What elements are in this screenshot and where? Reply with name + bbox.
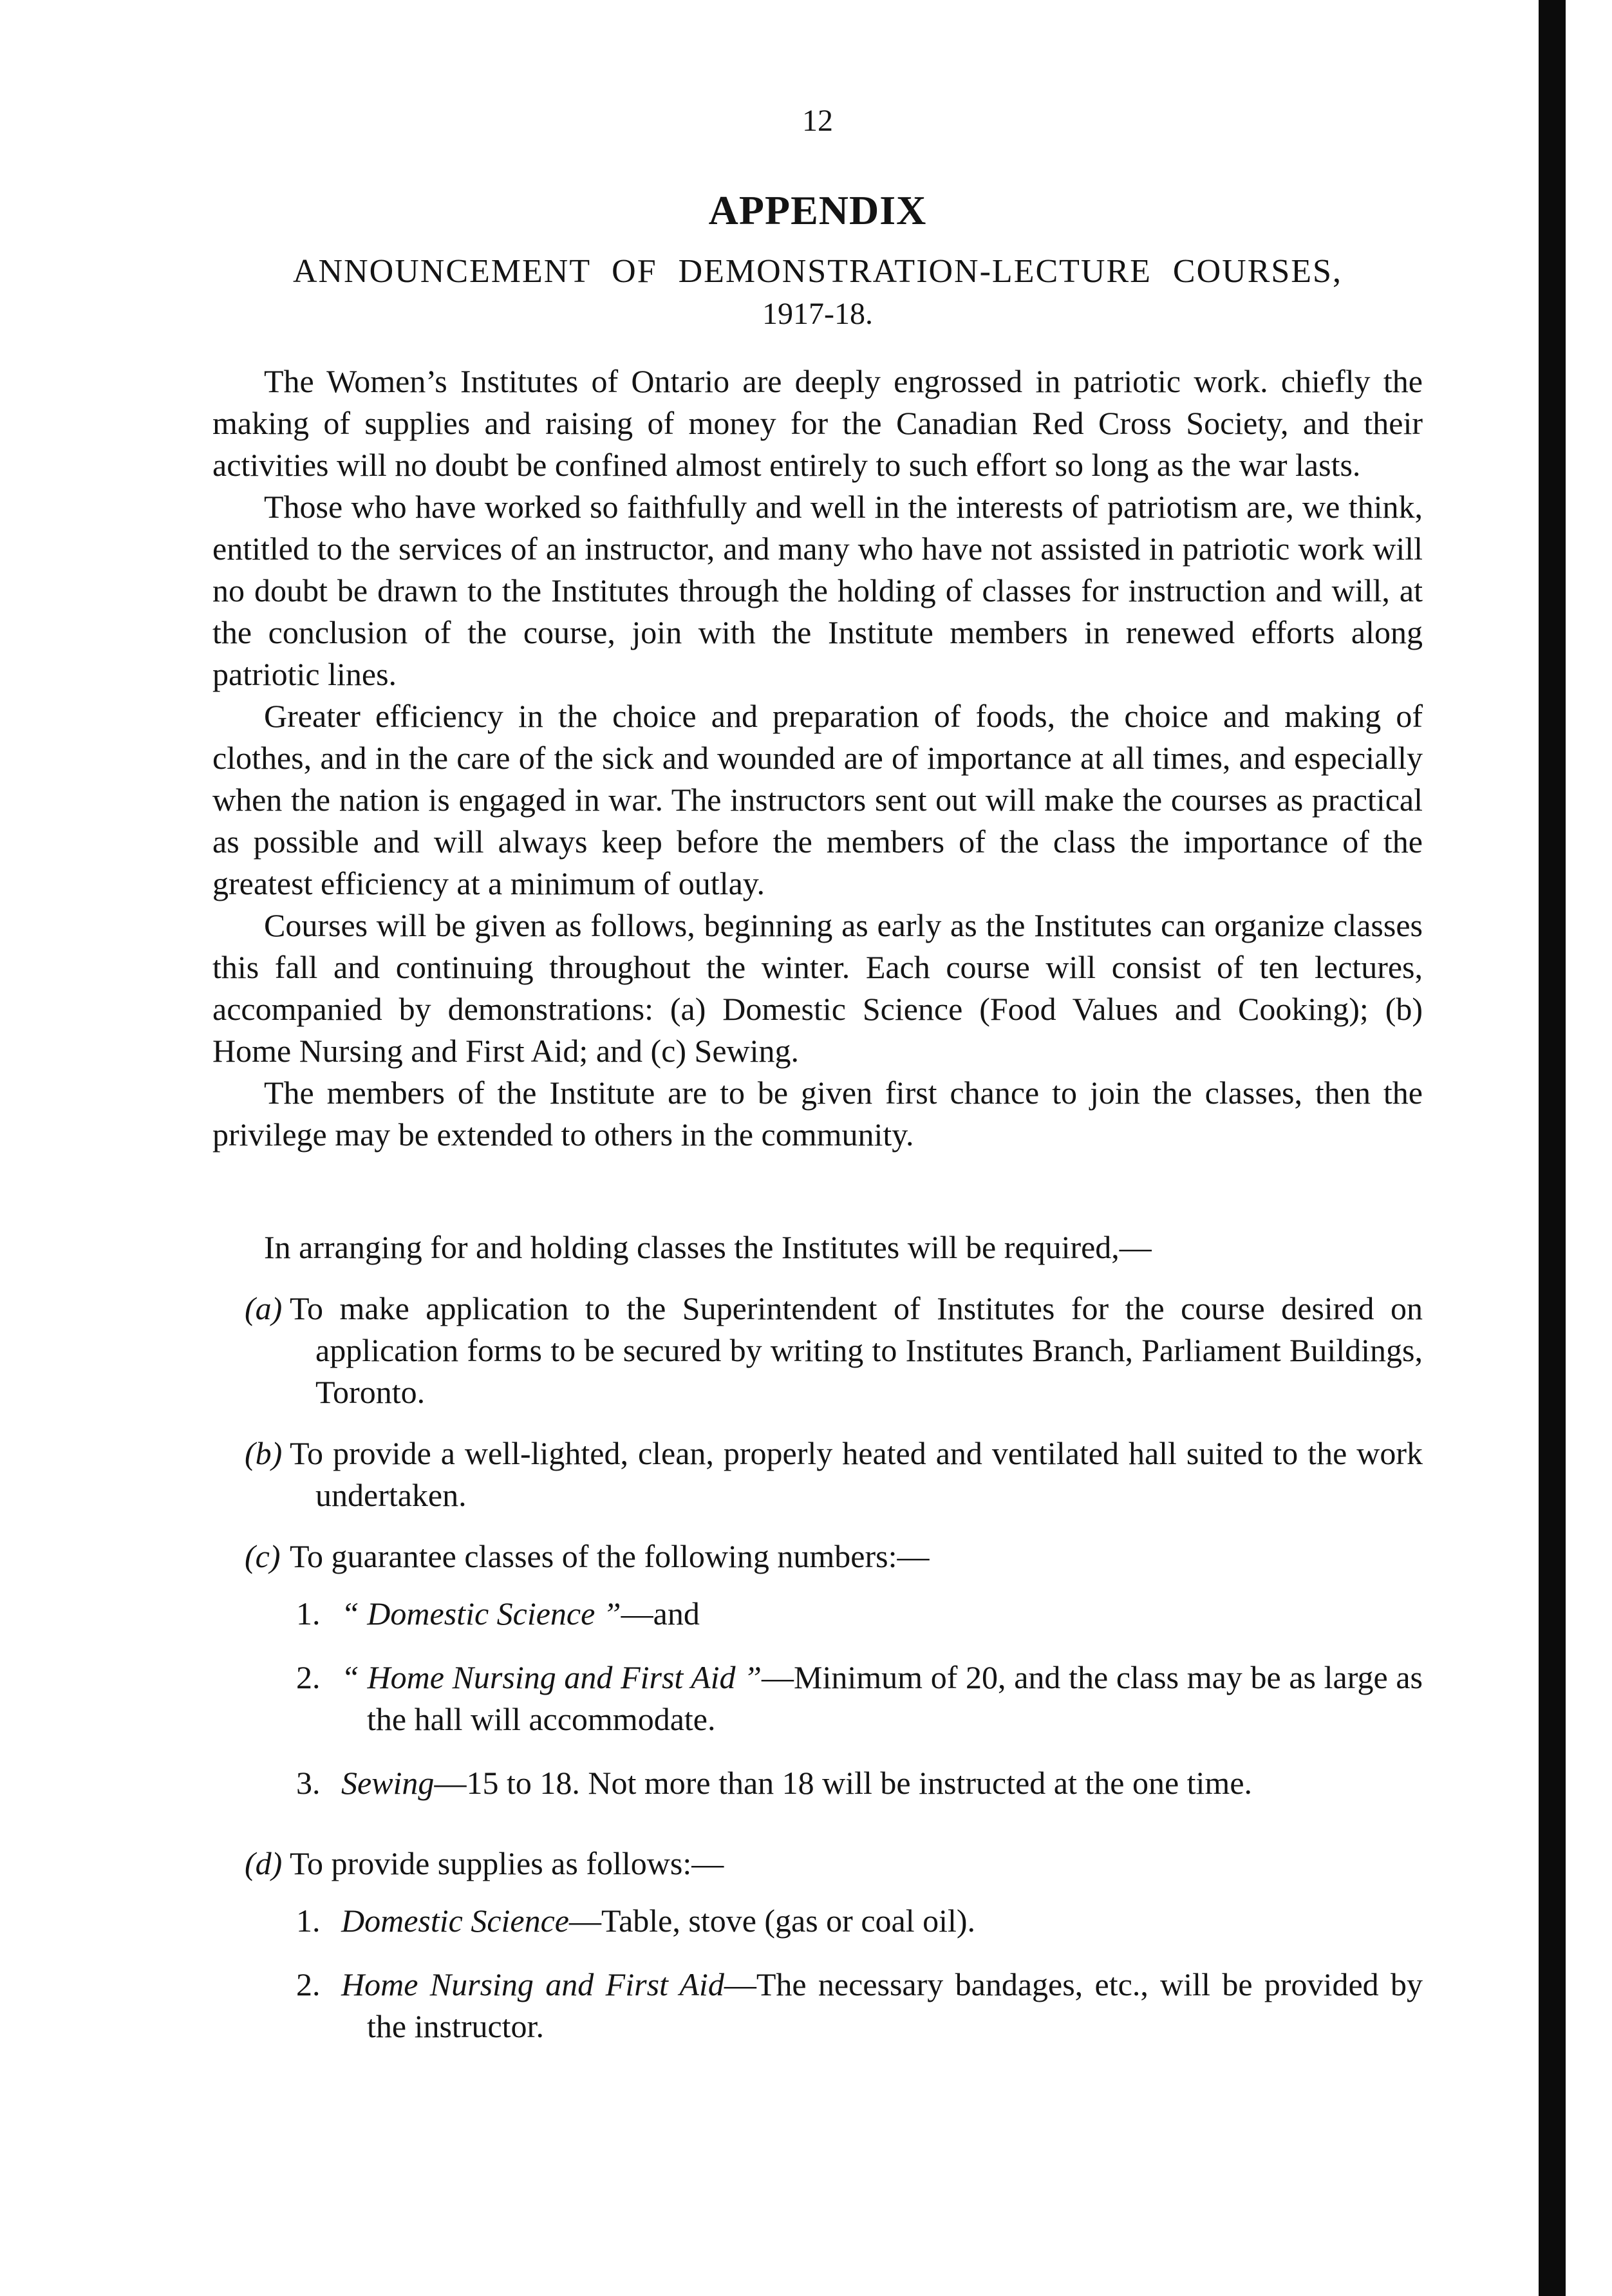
requirement-c-item-3-num: 3.: [296, 1765, 321, 1801]
requirement-c: [212, 1536, 1423, 1577]
requirement-d: [212, 1843, 1423, 1885]
paragraph-instructor-services: Those who have worked so faithfully and well in the interests of patriotism are, we think, entitled to the services of an instructor, and many who have not assisted in patriotic work will no doubt be drawn to the Institutes through the holding of classes for instruction and will, at the conclusion of the course, join with the Institute members in renewed efforts along patriotic lines.: [212, 489, 1423, 692]
requirement-d-item-2-label: Home Nursing and First Aid: [341, 1966, 724, 2002]
paragraph-membership: The members of the Institute are to be given first chance to join the classes, then the privilege may be extended to others in the community.: [212, 1075, 1423, 1153]
requirement-d-item-1: [212, 1900, 1423, 1942]
requirement-d-item-1-label: Domestic Science: [341, 1903, 570, 1939]
requirement-a: [212, 1288, 1423, 1413]
requirement-c-text: To guarantee classes of the following numbers:—: [290, 1538, 930, 1574]
paragraph-patriotic-work: The Women’s Institutes of Ontario are deeply engrossed in patriotic work. chiefly the making of supplies and raising of money for the Canadian Red Cross Society, and their activities will no doubt be confined almost entirely to such effort so long as the war lasts.: [212, 363, 1423, 483]
requirement-c-item-1-text: —and: [621, 1595, 700, 1632]
requirement-c-item-2-label: “ Home Nursing and First Aid ”: [341, 1659, 762, 1695]
requirement-a-text: To make application to the Superintendent of Institutes for the course desired on application forms to be secured by writing to Institutes Branch, Parliament Buildings, Toronto.: [290, 1290, 1423, 1410]
scan-edge-bar: [1539, 0, 1566, 2296]
requirement-c-item-1-label: “ Domestic Science ”: [341, 1595, 621, 1632]
requirement-a-marker: (a): [245, 1290, 283, 1326]
requirement-c-item-3-label: Sewing: [341, 1765, 435, 1801]
document-page: [212, 0, 1423, 2296]
requirement-c-item-3: [212, 1762, 1423, 1804]
requirement-d-text: To provide supplies as follows:—: [290, 1845, 724, 1881]
requirement-b-text: To provide a well-lighted, clean, properly heated and ventilated hall suited to the work undertaken.: [290, 1435, 1423, 1513]
page-number: 12: [802, 104, 833, 138]
requirements-intro: In arranging for and holding classes the Institutes will be required,—: [264, 1229, 1152, 1265]
requirement-c-item-3-text: —15 to 18. Not more than 18 will be instructed at the one time.: [434, 1765, 1253, 1801]
paragraph-course-schedule: Courses will be given as follows, beginning as early as the Institutes can organize classes this fall and continuing throughout the winter. Each course will consist of ten lectures, accompanied by demonstrations: (a) Domestic Science (Food Values and Cooking); (b) Home Nursing and First Aid; and (c) Sewing.: [212, 907, 1423, 1069]
requirement-d-item-2-text: —The necessary bandages, etc., will be provided by the instructor.: [367, 1966, 1423, 2044]
requirement-c-item-1: [212, 1593, 1423, 1635]
requirement-d-item-2: [212, 1964, 1423, 2047]
requirement-c-item-2: [212, 1657, 1423, 1740]
requirement-b-marker: (b): [245, 1435, 283, 1471]
requirement-c-item-1-num: 1.: [296, 1595, 321, 1632]
requirement-c-item-2-num: 2.: [296, 1659, 321, 1695]
announcement-subtitle: ANNOUNCEMENT OF DEMONSTRATION-LECTURE COURSES,: [293, 253, 1342, 290]
paragraph-efficiency: Greater efficiency in the choice and preparation of foods, the choice and making of clothes, and in the care of the sick and wounded are of importance at all times, and especially when the nation is engaged in war. The instructors sent out will make the courses as practical as possible and will always keep before the members of the class the importance of the greatest efficiency at a minimum of outlay.: [212, 698, 1423, 901]
requirement-c-item-2-text: —Minimum of 20, and the class may be as large as the hall will accommodate.: [367, 1659, 1423, 1737]
requirement-c-marker: (c): [245, 1538, 281, 1574]
requirement-d-item-1-text: —Table, stove (gas or coal oil).: [569, 1903, 976, 1939]
document-body: [212, 361, 1423, 2047]
requirement-d-marker: (d): [245, 1845, 283, 1881]
appendix-title: APPENDIX: [708, 187, 927, 233]
requirement-d-item-1-num: 1.: [296, 1903, 321, 1939]
requirement-b: [212, 1433, 1423, 1516]
announcement-year: 1917-18.: [762, 297, 873, 331]
requirement-d-item-2-num: 2.: [296, 1966, 321, 2002]
